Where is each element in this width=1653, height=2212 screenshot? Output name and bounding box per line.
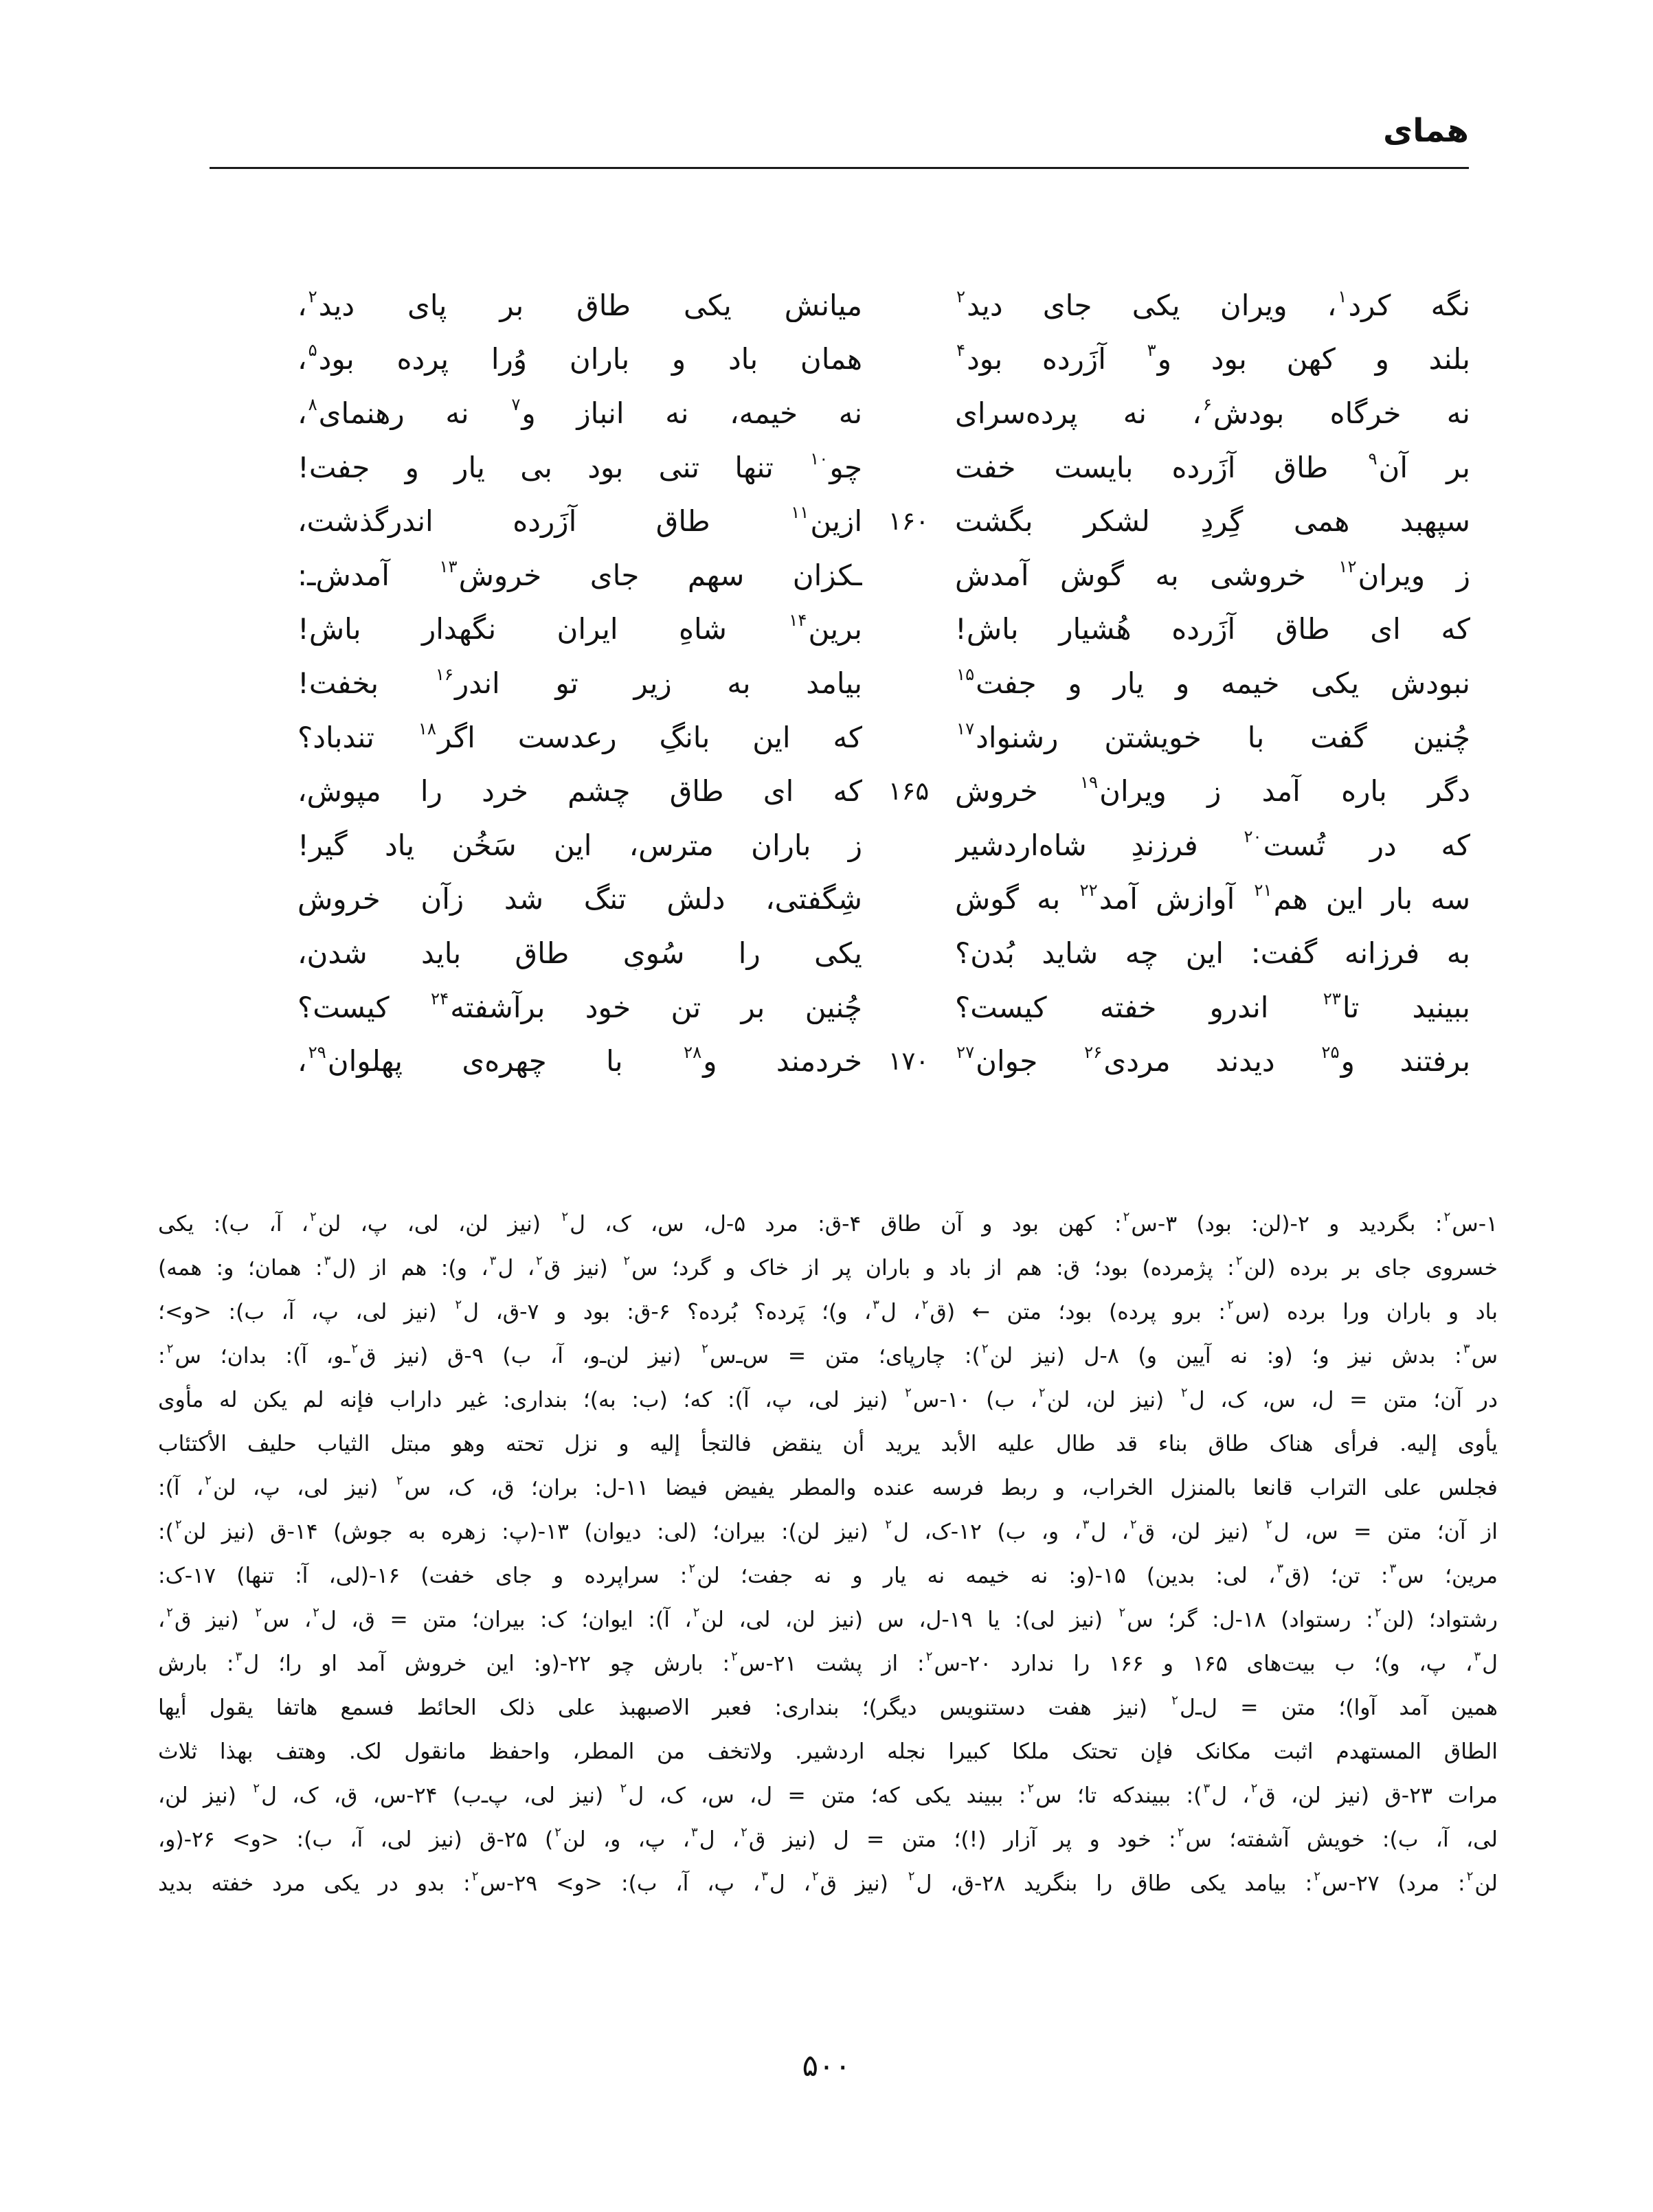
footnote-marker: ۲ bbox=[1314, 1869, 1320, 1884]
footnote-marker: ۲ bbox=[1038, 1385, 1046, 1400]
footnote-line: لن$^۲$: مرد) ۲۷-س$^۲$: بیامد یکی طاق را بنگرید ۲۸-ق، ل$^۲$ (نیز ق$^۲$، ل$^۳$، پ، آ، ب): <و> ۲۹-س$^۲$: بدو در یکی مرد خفته بدید bbox=[158, 1869, 1498, 1896]
verse-row bbox=[297, 764, 1470, 818]
footnote-marker: ۲۴ bbox=[431, 990, 449, 1008]
footnote-line: الطاق المستهدم اثبت مکانک فإن تحتک ملکا کبیرا نجله اردشیر. ولاتخف من المطر، واحفظ مانقول لک. وهتف بهذا ثلاث bbox=[158, 1739, 1498, 1764]
footnote-marker: ۷ bbox=[511, 396, 521, 414]
footnote-marker: ۲۹ bbox=[308, 1044, 326, 1063]
hemistich-first: نگه کرد$^۱$، ویران یکی جای دید$^۲$ bbox=[955, 289, 1470, 322]
hemistich-second: ازین$^{۱۱}$ طاقِ آزَرده اندرگذشت، bbox=[297, 504, 862, 538]
footnote-marker: ۲۱ bbox=[1254, 882, 1272, 901]
footnote-line: مرات ۲۳-ق (نیز لن، ق$^۲$، ل$^۳$): ببیندکه تا؛ س$^۲$: ببیند یکی که؛ متن = ل، س، ک، ل$^۲$ (نیز لی، پ‌ـ‌ب) ۲۴-س، ق، ک، ل$^۲$ (نیز لن، bbox=[158, 1781, 1498, 1808]
verse-row bbox=[297, 710, 1470, 765]
footnote-marker: ۲ bbox=[811, 1869, 819, 1884]
verse-row bbox=[297, 386, 1470, 440]
footnote-marker: ۲۵ bbox=[1321, 1044, 1340, 1063]
footnote-marker: ۱۱ bbox=[791, 504, 809, 523]
footnote-marker: ۱۶ bbox=[435, 666, 454, 684]
hemistich-first: ببینید تا$^{۲۳}$ اندرو خفته کیست؟ bbox=[955, 991, 1470, 1024]
hemistich-second: زِ باران مترس، این سَخُن یاد گیر! bbox=[297, 828, 862, 862]
footnote-marker: ۳ bbox=[1463, 1341, 1470, 1356]
footnote-marker: ۲ bbox=[175, 1517, 182, 1532]
poem bbox=[297, 278, 1470, 1088]
hemistich-first: نبودش یکی خیمه و یار و جفت$^{۱۵}$ bbox=[955, 666, 1470, 700]
footnote-marker: ۳ bbox=[235, 1649, 243, 1664]
footnote-marker: ۶ bbox=[1202, 396, 1212, 414]
footnote-marker: ۲ bbox=[731, 1649, 738, 1664]
hemistich-first: زِ ویران$^{۱۲}$ خروشی به گوش آمدش bbox=[955, 558, 1470, 592]
hemistich-second: بیامد به زیرِ تو اندر$^{۱۶}$ بخفت! bbox=[297, 666, 862, 700]
footnote-marker: ۲ bbox=[701, 1341, 708, 1356]
hemistich-second: نه خیمه، نه انباز و$^۷$ نه رهنمای$^۸$، bbox=[297, 396, 862, 430]
footnote-marker: ۲ bbox=[693, 1605, 700, 1620]
footnote-marker: ۲ bbox=[620, 1781, 627, 1796]
footnote-marker: ۲ bbox=[1235, 1253, 1243, 1268]
footnote-marker: ۱۲ bbox=[1338, 558, 1357, 576]
footnote-marker: ۲ bbox=[1374, 1605, 1382, 1620]
footnote-marker: ۲ bbox=[351, 1341, 359, 1356]
footnote-marker: ۲۸ bbox=[684, 1044, 702, 1063]
footnote-marker: ۳ bbox=[1147, 342, 1156, 361]
footnote-marker: ۲ bbox=[1443, 1209, 1451, 1224]
footnote-marker: ۲ bbox=[1118, 1605, 1126, 1620]
footnote-marker: ۲ bbox=[166, 1605, 173, 1620]
footnote-marker: ۲ bbox=[1171, 1693, 1178, 1708]
footnote-line: رشتواد؛ (لن$^۲$: رستواد) ۱۸-ل: گر؛ س$^۲$ (نیز لی): یا ۱۹-ل، س (نیز لن، لی، لن$^۲$، آ): ایوان؛ ک: بیران؛ متن = ق، ل$^۲$، س$^۲$ (نیز ق$^۲$، bbox=[158, 1605, 1498, 1632]
hemistich-second: میانش یکی طاق بر پای دید$^۲$، bbox=[297, 289, 862, 322]
footnote-marker: ۲ bbox=[455, 1297, 462, 1312]
footnote-marker: ۳ bbox=[1474, 1649, 1481, 1664]
hemistich-first: نه خرگاه بودش$^۶$، نه پرده‌سرای bbox=[955, 396, 1470, 430]
hemistich-second: چُنین بر تن خود برآشفته$^{۲۴}$ کیست؟ bbox=[297, 991, 862, 1024]
verse-row bbox=[297, 926, 1470, 980]
hemistich-second: همان باد و باران وُرا پرده بود$^۵$، bbox=[297, 342, 862, 376]
footnote-line: س$^۳$: بدش نیز و؛ (و: نه آیین و) ۸-ل (نیز لن$^۲$): چارپای؛ متن = س‌ـ‌س$^۲$ (نیز لن‌ـ‌و، آ، ب) ۹-ق (نیز ق$^۲$ـ‌و، آ): بدان؛ س$^۲$: bbox=[158, 1341, 1498, 1368]
footnote-marker: ۲ bbox=[396, 1473, 403, 1488]
hemistich-second: چو$^{۱۰}$ تنها تنی بود بی یار و جفت! bbox=[297, 451, 862, 484]
hemistich-first: دگر باره آمد زِ ویران$^{۱۹}$ خروش bbox=[955, 774, 1470, 808]
footnote-marker: ۵ bbox=[308, 342, 317, 361]
footnote-marker: ۲ bbox=[925, 1649, 933, 1664]
hemistich-first: سپهبد همی گِردِ لشکر بگشت bbox=[955, 504, 1470, 539]
footnote-marker: ۲۶ bbox=[1084, 1044, 1103, 1063]
footnote-marker: ۳ bbox=[324, 1253, 331, 1268]
footnote-marker: ۲ bbox=[688, 1561, 696, 1576]
hemistich-first: به فرزانه گفت: این چه شاید بُدن؟ bbox=[955, 936, 1470, 970]
footnote-marker: ۴ bbox=[956, 342, 966, 361]
page-number: ۵۰۰ bbox=[802, 2049, 851, 2084]
footnote-marker: ۱۴ bbox=[789, 612, 807, 631]
footnote-marker: ۲ bbox=[471, 1869, 479, 1884]
header-rule bbox=[210, 167, 1469, 169]
running-head-title: همای bbox=[1383, 112, 1469, 150]
footnote-marker: ۲ bbox=[921, 1297, 929, 1312]
footnote-marker: ۲ bbox=[1266, 1517, 1272, 1532]
footnote-marker: ۲ bbox=[1180, 1385, 1188, 1400]
hemistich-second: که ای طاق چشمِ خرد را مپوش، bbox=[297, 774, 862, 809]
hemistich-second: که این بانگِ رعدست اگر$^{۱۸}$ تندباد؟ bbox=[297, 721, 862, 754]
footnote-marker: ۲ bbox=[741, 1825, 747, 1840]
footnote-marker: ۲۲ bbox=[1079, 882, 1098, 901]
footnote-marker: ۳ bbox=[1389, 1561, 1397, 1576]
verse-number: ۱۶۰ bbox=[888, 506, 930, 537]
verse-row bbox=[297, 440, 1470, 495]
verse-row bbox=[297, 872, 1470, 927]
verse-row bbox=[297, 332, 1470, 387]
footnote-marker: ۲ bbox=[981, 1341, 989, 1356]
footnote-marker: ۱۳ bbox=[439, 558, 458, 576]
footnote-line: ۱-س$^۲$: بگردید و ۲-(لن: بود) ۳-س$^۲$: کهن بود و آن طاق ۴-ق: مرد ۵-ل، س، ک، ل$^۲$ (نیز لن، لی، پ، لن$^۲$، آ، ب): یکی bbox=[158, 1209, 1498, 1237]
hemistich-second: یکی را سُویِ طاق باید شدن، bbox=[297, 936, 862, 970]
footnote-line: باد و باران ورا برده (س$^۲$: برو پرده) بود؛ متن ← (ق$^۲$، ل$^۳$، و)؛ پَرده؟ بُرده؟ ۶-ق: بود و ۷-ق، ل$^۲$ (نیز لی، پ، آ، ب): <و>؛ bbox=[158, 1297, 1498, 1324]
footnote-marker: ۲ bbox=[561, 1209, 569, 1224]
footnote-marker: ۳ bbox=[761, 1869, 768, 1884]
footnote-marker: ۸ bbox=[308, 396, 317, 414]
footnote-marker: ۳ bbox=[1203, 1781, 1211, 1796]
hemistich-first: بلند و کهن بود و$^۳$ آزَرده بود$^۴$ bbox=[955, 342, 1470, 376]
footnote-marker: ۲ bbox=[255, 1605, 262, 1620]
footnotes bbox=[158, 1202, 1498, 1906]
footnote-marker: ۲ bbox=[1177, 1825, 1184, 1840]
footnote-marker: ۲۳ bbox=[1323, 990, 1341, 1008]
hemistich-first: سه بار این هم$^{۲۱}$ آوازش آمد$^{۲۲}$ به گوش bbox=[955, 882, 1470, 916]
footnote-marker: ۲ bbox=[308, 288, 317, 306]
footnote-marker: ۲ bbox=[1466, 1869, 1474, 1884]
footnote-line: همین آمد آوا)؛ متن = ل‌ـ‌ل$^۲$ (نیز هفت دستنویس دیگر)؛ بنداری: فعبر الاصبهبذ علی ذلک الحائط فسمع هاتفا یقول أیها bbox=[158, 1693, 1498, 1720]
footnote-marker: ۳ bbox=[690, 1825, 698, 1840]
footnote-marker: ۱۷ bbox=[956, 720, 975, 738]
footnote-marker: ۱۵ bbox=[956, 666, 975, 684]
footnote-marker: ۳ bbox=[873, 1297, 879, 1312]
footnote-marker: ۱۰ bbox=[810, 450, 829, 469]
hemistich-second: ـکزان سهم جای خروش$^{۱۳}$ آمدش‌ـ: bbox=[297, 558, 862, 592]
footnote-line: فجلس علی التراب قانعا بالمنزل الخراب، و ربط فرسه عنده والمطر یفیض فیضا ۱۱-ل: بران؛ ق، ک، س$^۲$ (نیز لی، پ، لن$^۲$، آ): bbox=[158, 1473, 1498, 1500]
footnote-marker: ۲۰ bbox=[1244, 828, 1262, 846]
footnote-marker: ۲ bbox=[885, 1517, 892, 1532]
footnote-marker: ۱۹ bbox=[1079, 774, 1099, 793]
verse-number: ۱۷۰ bbox=[888, 1046, 930, 1076]
hemistich-first: که ای طاقِ آزَرده هُشیار باش! bbox=[955, 612, 1470, 646]
verse-row bbox=[297, 1034, 1470, 1088]
footnote-marker: ۲ bbox=[166, 1341, 174, 1356]
footnote-line: لی، آ، ب): خویش آشفته؛ س$^۲$: خود و پر آزار (!)؛ متن = ل (نیز ق$^۲$، ل$^۳$، پ، و، لن$^۲$) ۲۵-ق (نیز لی، آ، ب): <و> ۲۶-(و، bbox=[158, 1825, 1498, 1852]
footnote-marker: ۲ bbox=[205, 1473, 212, 1488]
footnote-line: مرین؛ س$^۳$: تن؛ (ق$^۳$، لی: بدین) ۱۵-(و: نه خیمه نه یار و نه جفت؛ لن$^۲$: سراپرده و جای خفت) ۱۶-(لی، آ: تنها) ۱۷-ک: bbox=[158, 1561, 1498, 1588]
footnote-marker: ۲ bbox=[1226, 1297, 1234, 1312]
footnote-marker: ۳ bbox=[1277, 1561, 1284, 1576]
hemistich-first: چُنین گفت با خویشتن رشنواد$^{۱۷}$ bbox=[955, 721, 1470, 754]
verse-row bbox=[297, 818, 1470, 872]
footnote-marker: ۲ bbox=[908, 1869, 915, 1884]
footnote-marker: ۱۸ bbox=[418, 720, 436, 738]
hemistich-first: بر آن$^۹$ طاقِ آزَرده بایست خفت bbox=[955, 451, 1470, 484]
verse-row bbox=[297, 548, 1470, 602]
footnote-line: یأوی إلیه. فرأی هناک طاق بناء قد طال علیه الأبد یرید أن ینقض فالتجأ إلیه و نزل تحته وهو مبتل الثیاب حلیف الأکتئاب bbox=[158, 1432, 1498, 1456]
footnote-marker: ۲ bbox=[623, 1253, 631, 1268]
footnote-marker: ۲ bbox=[536, 1253, 543, 1268]
hemistich-first: برفتند و$^{۲۵}$ دیدند مردی$^{۲۶}$ جوان$^{۲۷}$ bbox=[955, 1044, 1470, 1078]
hemistich-second: برین$^{۱۴}$ شاهِ ایران نگهدار باش! bbox=[297, 612, 862, 646]
footnote-marker: ۲ bbox=[313, 1605, 319, 1620]
footnote-line: ل$^۳$، پ، و)؛ ب بیت‌های ۱۶۵ و ۱۶۶ را ندارد ۲۰-س$^۲$: از پشت ۲۱-س$^۲$: بارش چو ۲۲-(و: این خروش آمد او را؛ ل$^۳$: بارش bbox=[158, 1649, 1498, 1676]
footnote-marker: ۲ bbox=[956, 288, 966, 306]
hemistich-second: شِگفتی، دلش تنگ شد زآن خروش bbox=[297, 882, 862, 916]
footnote-line: از آن؛ متن = س، ل$^۲$ (نیز لن، ق$^۲$، ل$^۳$، و، ب) ۱۲-ک، ل$^۲$ (نیز لن): بیران؛ (لی: دیوان) ۱۳-(پ: زهره به جوش) ۱۴-ق (نیز لن$^۲$): bbox=[158, 1517, 1498, 1544]
verse-row bbox=[297, 494, 1470, 548]
footnote-marker: ۲ bbox=[309, 1209, 317, 1224]
footnote-marker: ۹ bbox=[1368, 450, 1378, 469]
footnote-marker: ۲ bbox=[905, 1385, 912, 1400]
verse-number: ۱۶۵ bbox=[888, 776, 930, 806]
footnote-marker: ۳ bbox=[489, 1253, 497, 1268]
footnote-marker: ۲ bbox=[1027, 1781, 1035, 1796]
footnote-marker: ۱ bbox=[1338, 288, 1347, 306]
footnote-marker: ۲ bbox=[1250, 1781, 1258, 1796]
footnote-marker: ۳ bbox=[1082, 1517, 1090, 1532]
footnote-marker: ۲ bbox=[554, 1825, 562, 1840]
verse-row bbox=[297, 656, 1470, 710]
hemistich-first: که در تُست$^{۲۰}$ فرزندِ شاه‌اردشیر bbox=[955, 828, 1470, 862]
verse-row bbox=[297, 278, 1470, 332]
hemistich-second: خردمند و$^{۲۸}$ با چهره‌ی پهلوان$^{۲۹}$، bbox=[297, 1044, 862, 1078]
verse-row bbox=[297, 602, 1470, 657]
footnote-marker: ۲ bbox=[1129, 1517, 1137, 1532]
footnote-marker: ۲۷ bbox=[956, 1044, 975, 1063]
footnote-marker: ۲ bbox=[1123, 1209, 1130, 1224]
footnote-marker: ۲ bbox=[253, 1781, 260, 1796]
verse-row bbox=[297, 980, 1470, 1035]
footnote-line: خسروی جای بر برده (لن$^۲$: پژمرده) بود؛ ق: هم از باد و باران پر از خاک و گرد؛ س$^۲$ (نیز ق$^۲$، ل$^۳$، و): هم از (ل$^۳$: همان؛ و: همه) bbox=[158, 1253, 1498, 1280]
footnote-line: در آن؛ متن = ل، س، ک، ل$^۲$ (نیز لن، لن$^۲$، ب) ۱۰-س$^۲$ (نیز لی، پ، آ): که؛ (ب: به)؛ بنداری: غیر داراب فإنه لم یکن له مأوی bbox=[158, 1385, 1498, 1412]
